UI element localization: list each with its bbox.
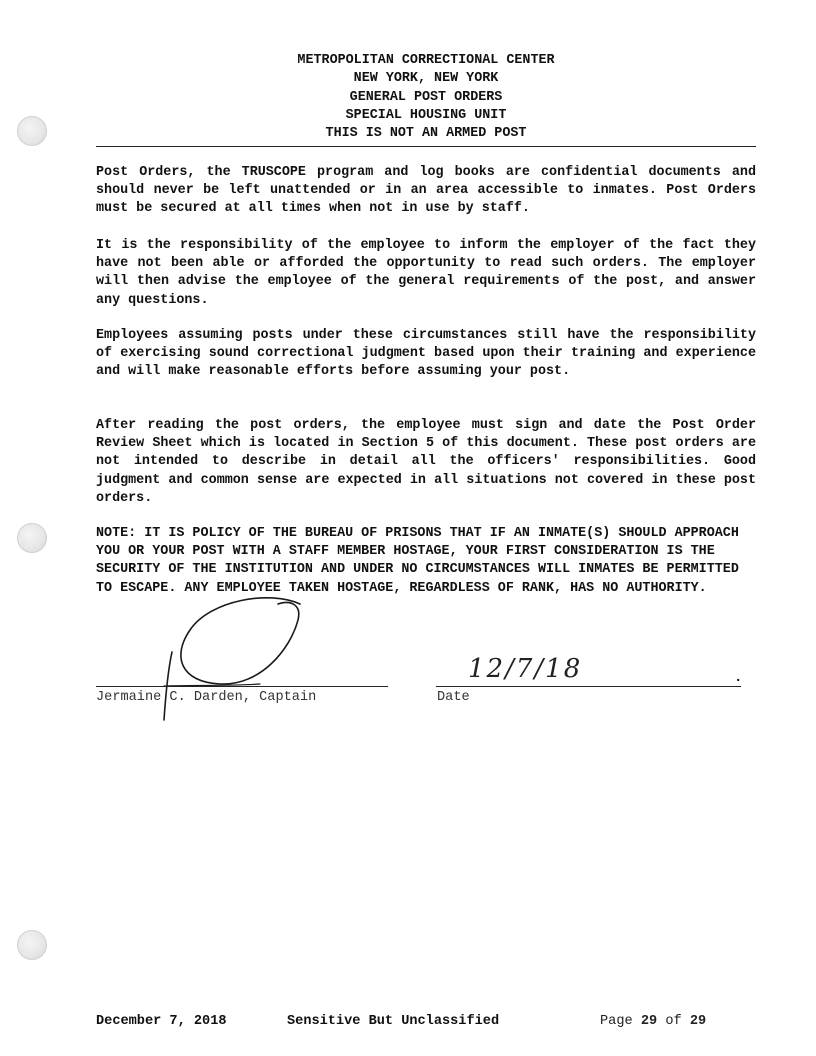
date-label: Date [437,690,470,705]
footer-page-number [600,1014,706,1029]
page-of: of [665,1014,682,1029]
signature-line [96,686,388,687]
paragraph-circumstances: Employees assuming posts under these circumstances still have the responsibility of exercising sound correctional judgment based upon their training and experience and will make reasonable efforts before assuming your post. [96,328,756,380]
header-institution: METROPOLITAN CORRECTIONAL CENTER [297,53,555,68]
footer-classification: Sensitive But Unclassified [287,1014,500,1029]
footer-date: December 7, 2018 [96,1014,227,1029]
header-unit: SPECIAL HOUSING UNIT [345,107,507,123]
date-line [436,686,741,687]
page-total: 29 [689,1014,707,1029]
hole-punch-bottom [17,930,47,960]
document-header [96,52,756,143]
policy-note: NOTE: IT IS POLICY OF THE BUREAU OF PRISONS THAT IF AN INMATE(S) SHOULD APPROACH YOU OR YOUR POST WITH A STAFF MEMBER HOSTAGE, YOUR FIRST CONSIDERATION IS THE SECURITY OF THE INSTITUTION AND UNDER NO CIRCUMSTANCES WILL INMATES BE PERMITTED TO ESCAPE. ANY EMPLOYEE TAKEN HOSTAGE, REGARDLESS OF RANK, HAS NO AUTHORITY. [96,526,739,596]
paragraph-review-sheet: After reading the post orders, the employee must sign and date the Post Order Review Sheet which is located in Section 5 of this document. These post orders are not intended to describe in detail all the officers' responsibilities. Good judgment and common sense are expected in all situations not covered in these post orders. [96,418,756,506]
header-doc-type: GENERAL POST ORDERS [349,89,503,105]
paragraph-confidentiality: Post Orders, the TRUSCOPE program and log books are confidential documents and should never be left unattended or in an area accessible to inmates. Post Orders must be secured at all times when not in use by staff. [96,165,756,217]
header-divider [96,146,756,147]
handwritten-signature [150,590,310,730]
date-line-period: . [734,670,743,686]
paragraph-responsibility: It is the responsibility of the employee to inform the employer of the fact they have not been able or afforded the opportunity to read such orders. The employer will then advise the employee of the general requirements of the post, and answer any questions. [96,238,756,308]
hole-punch-middle [17,523,47,553]
page-current: 29 [640,1014,658,1029]
signer-name-label: Jermaine C. Darden, Captain [96,690,317,705]
handwritten-date: 12/7/18 [468,654,583,684]
header-location: NEW YORK, NEW YORK [353,71,499,87]
page-prefix: Page [600,1014,633,1029]
header-post-status: THIS IS NOT AN ARMED POST [325,126,527,142]
hole-punch-top [17,116,47,146]
